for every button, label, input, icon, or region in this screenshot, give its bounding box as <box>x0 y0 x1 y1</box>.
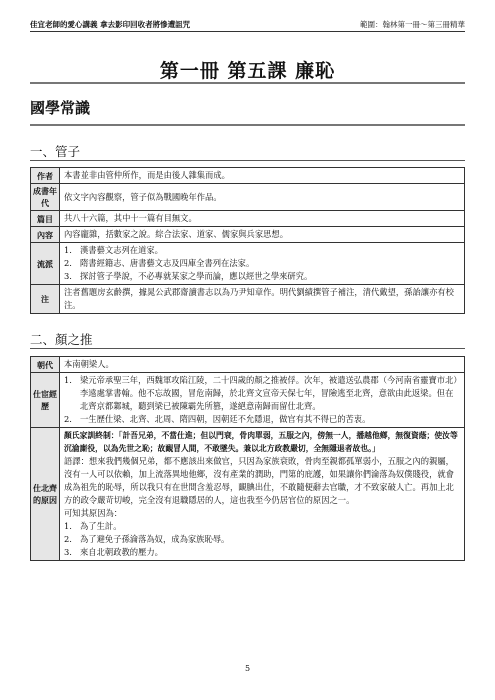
table-row <box>31 428 465 561</box>
list-item <box>64 413 460 426</box>
list-item <box>64 270 460 283</box>
header-right-text: 範圍：翰林第一冊～第三冊精華 <box>360 20 465 29</box>
section-rule-top <box>30 82 465 84</box>
row-label: 仕北齊的原因 <box>31 428 60 561</box>
table-row <box>31 243 465 285</box>
row-content: 本書並非由管仲所作，而是由後人雜集而成。 <box>60 168 465 184</box>
row-label: 注 <box>31 285 60 314</box>
item-text: 為了避免子孫淪落為奴，成為家族恥辱。 <box>80 534 230 544</box>
table-row <box>31 211 465 227</box>
header-left-text: 佳宜老師的愛心講義 拿去影印回收者將慘遭詛咒 <box>30 20 191 29</box>
item-text: 一生歷仕梁、北齊、北周、隋四朝，因朝廷不允隱退，做官有其不得已的苦衷。 <box>80 414 371 424</box>
table-row <box>31 285 465 314</box>
item-number: 3. <box>64 547 72 557</box>
translation-text: 語譯：想來我們幾個兄弟，都不應該出來做官，只因為家族衰敗，骨肉至親都孤單弱小，五服之內的親屬，沒有一人可以依賴，加上流落異地他鄉，沒有產業的潤助，門第的庇護，如果讓你們淪落為奴僕賤役，就會成為祖先的恥辱，所以我只有在世間含羞忍辱，靦腆出仕，不敢隨便辭去官職，才不致家破人亡。再加上北方的政令嚴苛切峻，完全沒有退職隱居的人，這也我至今仍居官位的原因之一。 <box>64 456 454 505</box>
row-label: 內容 <box>31 227 60 243</box>
item-number: 3. <box>64 271 72 281</box>
section2-heading: 二、顏之推 <box>30 332 93 347</box>
classical-quote: 顏氏家訓終制：「計吾兄弟，不當仕進；但以門衰，骨肉單弱，五服之內，傍無一人，播越他鄉，無復資蔭；使汝等沉淪廝役，以為先世之恥；故靦冒人間，不敢墜失。兼以北方政教嚴切，全無隱退者故也。」 <box>64 431 458 453</box>
row-content <box>60 243 465 285</box>
table-row <box>31 227 465 243</box>
row-label: 作者 <box>31 168 60 184</box>
item-text: 來自北朝政教的壓力。 <box>80 547 163 557</box>
item-text: 梁元帝承聖三年，西魏軍攻陷江陵，二十四歲的顏之推被俘。次年，被遣送弘農郡（今河南省靈寶市北）李遠處掌書翰。他不忘故國，冒危南歸，於北齊文宣帝天保七年，冒險逃至北齊，意欲由此返梁。但在北齊京都鄴城，聽到梁已被陳霸先所篡，遂絕意南歸而留仕北齊。 <box>80 375 458 411</box>
list-item <box>64 374 460 413</box>
item-number: 2. <box>64 414 72 424</box>
guanzi-table <box>30 167 465 314</box>
item-number: 1. <box>64 375 72 385</box>
item-number: 2. <box>64 534 72 544</box>
row-content: 共八十六篇，其中十一篇有目無文。 <box>60 211 465 227</box>
row-content: 注者舊題房玄齡撰，據晁公武郡齋讀書志以為乃尹知章作。明代劉績撰管子補注，清代戴望，孫詒讓亦有校注。 <box>60 285 465 314</box>
table-row <box>31 184 465 211</box>
page-header <box>30 19 465 31</box>
section2-underline <box>30 348 465 349</box>
item-text: 為了生計。 <box>80 521 122 531</box>
row-content: 內容龐雜，括數家之說。綜合法家、道家、儒家與兵家思想。 <box>60 227 465 243</box>
list-item <box>64 257 460 270</box>
row-label: 朝代 <box>31 357 60 373</box>
section1-underline <box>30 160 465 161</box>
item-number: 1. <box>64 521 72 531</box>
list-item <box>64 546 460 559</box>
row-label: 篇目 <box>31 211 60 227</box>
table-row <box>31 373 465 428</box>
reason-intro: 可知其原因為： <box>64 508 123 518</box>
row-content <box>60 428 465 561</box>
section1-heading: 一、管子 <box>30 144 81 159</box>
row-label: 仕宦經歷 <box>31 373 60 428</box>
row-content: 依文字內容觀察，管子似為戰國晚年作品。 <box>60 184 465 211</box>
list-item <box>64 533 460 546</box>
item-number: 1. <box>64 245 72 255</box>
yanzhitui-table <box>30 356 465 561</box>
row-label: 成書年代 <box>31 184 60 211</box>
table-row <box>31 357 465 373</box>
list-item <box>64 520 460 533</box>
section-rule-bottom <box>30 124 465 126</box>
item-text: 漢書藝文志列在道家。 <box>80 245 163 255</box>
knowledge-title: 國學常識 <box>30 99 91 117</box>
list-item <box>64 244 460 257</box>
item-number: 2. <box>64 258 72 268</box>
table-row <box>31 168 465 184</box>
row-content: 本南朝梁人。 <box>60 357 465 373</box>
row-content <box>60 373 465 428</box>
row-label: 流派 <box>31 243 60 285</box>
header-divider <box>30 31 465 32</box>
item-text: 隋書經籍志、唐書藝文志及四庫全書列在法家。 <box>80 258 255 268</box>
item-text: 探討管子學說，不必專就某家之學而論，應以經世之學來研究。 <box>80 271 313 281</box>
page-title: 第一冊 第五課 廉恥 <box>159 60 336 82</box>
page-number: 5 <box>244 664 251 673</box>
